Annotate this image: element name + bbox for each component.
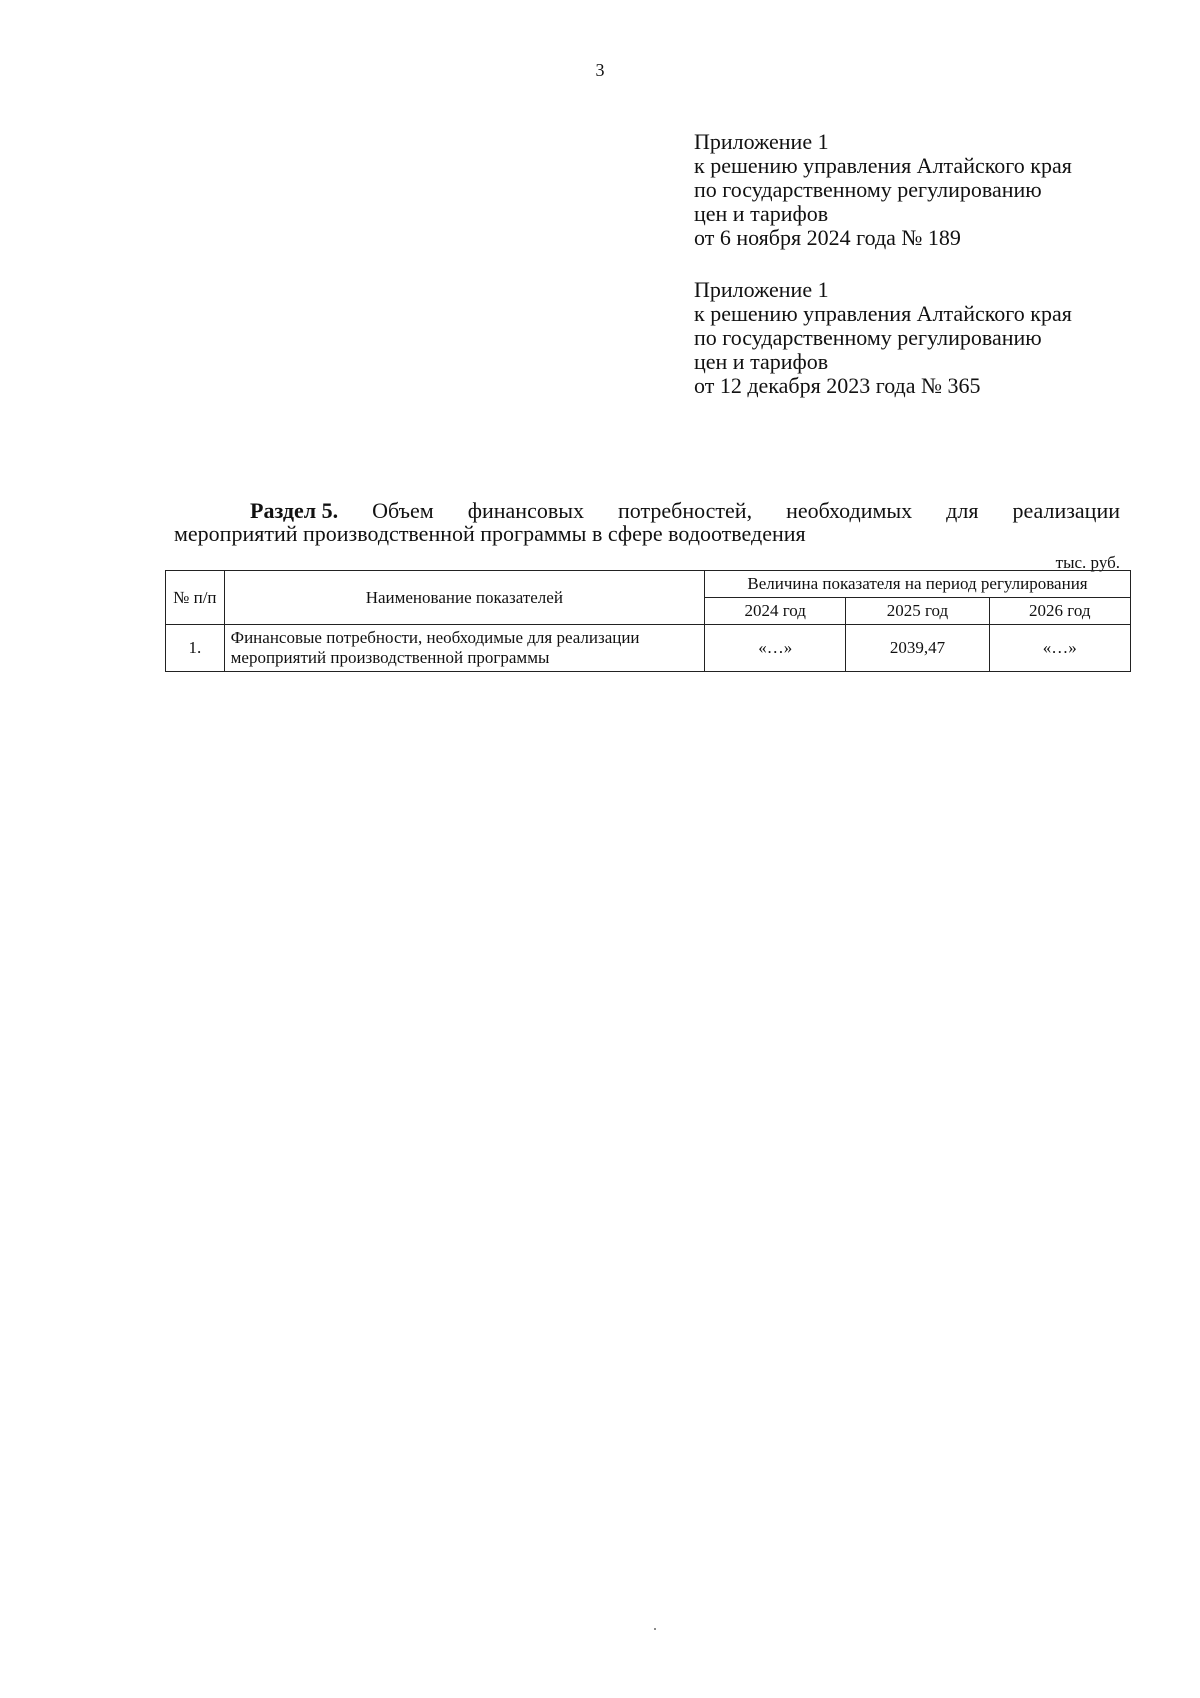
heading-word: потребностей, [618,498,753,523]
appendix-line: к решению управления Алтайского края [694,153,1072,178]
header-name: Наименование показателей [224,571,704,625]
header-year-2024: 2024 год [705,598,846,625]
header-num: № п/п [166,571,225,625]
section-label: Раздел 5. [250,498,339,523]
financial-needs-table [165,570,1131,672]
table-row [166,625,1131,672]
scan-speck [654,1628,656,1630]
appendix-line: от 6 ноября 2024 года № 189 [694,225,961,250]
row-value-2025: 2039,47 [846,625,989,672]
section-heading-line1 [174,499,1120,522]
table-header-row [166,571,1131,598]
row-num: 1. [166,625,225,672]
row-name: Финансовые потребности, необходимые для реализации мероприятий производственной программы [224,625,704,672]
appendix-line: от 12 декабря 2023 года № 365 [694,373,981,398]
section-heading-line2: мероприятий производственной программы в сфере водоотведения [174,521,806,546]
units-label: тыс. руб. [1055,553,1120,572]
appendix-line: цен и тарифов [694,349,829,374]
appendix-line: Приложение 1 [694,129,829,154]
heading-word: Объем [372,498,434,523]
page-number: 3 [595,60,605,80]
heading-word: необходимых [786,498,913,523]
heading-word: реализации [1012,498,1120,523]
row-value-2024: «…» [705,625,846,672]
appendix-note-previous [694,278,1164,398]
heading-word: финансовых [467,498,585,523]
appendix-line: по государственному регулированию [694,325,1042,350]
appendix-note-current [694,130,1164,250]
header-period: Величина показателя на период регулирования [705,571,1131,598]
header-year-2025: 2025 год [846,598,989,625]
heading-word: для [946,498,979,523]
section-heading [174,499,1120,545]
appendix-line: к решению управления Алтайского края [694,301,1072,326]
appendix-line: по государственному регулированию [694,177,1042,202]
row-value-2026: «…» [989,625,1131,672]
appendix-line: Приложение 1 [694,277,829,302]
header-year-2026: 2026 год [989,598,1131,625]
appendix-line: цен и тарифов [694,201,829,226]
